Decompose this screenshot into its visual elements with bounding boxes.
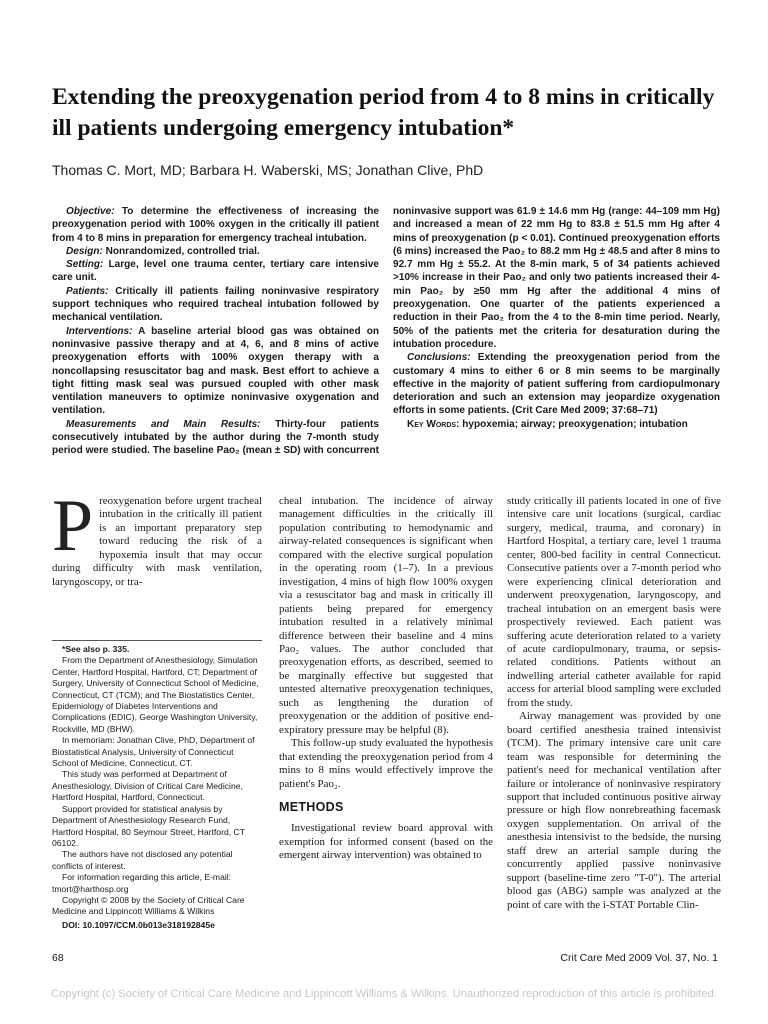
article-title: Extending the preoxygenation period from 4 to 8 mins in critically ill patients undergoing emergency intubation* [52, 84, 715, 141]
body-column-2 [279, 495, 493, 863]
body-paragraph: cheal intubation. The incidence of airway management difficulties in the critically ill population contributing to hemodynamic and airway-related consequences is significant when compared with the elective surgical population in the operating room (1–7). In a previous investigation, 4 mins of high flow 100% oxygen via a resuscitator bag and mask in critically ill patients being prepared for emergency intubation resulted in a relatively minimal difference between their baseline and 4 mins Pao₂ values. The author concluded that preoxygenation efforts, as described, seemed to be marginally effective but suggested that untested alternative preoxygenation techniques, such as lengthening the duration of preoxygenation or the addition of positive end-expiratory pressure may be helpful (8). [279, 495, 493, 736]
keywords-label: Key Words: [407, 418, 460, 430]
footnote-memoriam: In memoriam: Jonathan Clive, PhD, Department of Biostatistical Analysis, University of Connecticut School of Medicine, Connecticut, CT. [52, 735, 255, 769]
body-paragraph: Airway management was provided by one board certified anesthesia trained intensivist (TCM). The primary intensive care unit care team was responsible for determining the patient's need for mechanical ventilation after failure or intolerance of noninvasive respiratory support that included continuous positive airway pressure or high flow nonrebreathing facemask oxygen supplementation. On arrival of the anesthesia intensivist to the bedside, the nursing staff drew an arterial sample during the concurrently applied passive noninvasive support (baseline-time zero "T-0"). The arterial blood gas (ABG) sample was analyzed at the point of care with the i-STAT Portable Clin- [507, 710, 721, 911]
results-text: Thirty-four patients consecutively intubated by the author during the 7-month study period were studied. The baseline Pao₂ (mean ± SD) with concurrent noninvasive support was 61.9 ± 14.6 mm Hg (range: 44–109 mm Hg) and increased a mean of 22 mm Hg to 83.8 ± 51.5 mm Hg after 4 mins of preoxygenation (p < 0.01). Continued preoxygenation efforts (6 mins) increased the Pao₂ to 88.2 mm Hg ± 48.5 and after 8 mins to 92.7 mm Hg ± 55.2. At the 8-min mark, 5 of 34 patients achieved >10% increase in their Pao₂ and only two patients increased their 4-min Pao₂ by ≥50 mm Hg after the additional 4 mins of preoxygenation. One quarter of the patients experienced a reduction in their Pao₂ from the 4 to the 8-min time period. Nearly, 50% of the patients met the criteria for desaturation during the intubation procedure. [52, 206, 720, 457]
abstract-patients [52, 285, 379, 325]
drop-cap: P [52, 485, 94, 567]
body-column-3 [507, 495, 721, 912]
author-list: Thomas C. Mort, MD; Barbara H. Waberski, MS; Jonathan Clive, PhD [52, 162, 484, 178]
objective-label: Objective: [66, 206, 115, 217]
footnote-affiliation: From the Department of Anesthesiology, Simulation Center, Hartford Hospital, Hartford, CT; Department of Surgery, University of Connecticut School of Medicine, Connecticut, CT (TCM); and The Biostatistics Center, Epidemiology of Diabetes Interventions and Complications (EDIC), George Washington University, Rockville, MD (BHW). [52, 655, 259, 734]
copyright-watermark: Copyright (c) Society of Critical Care Medicine and Lippincott Williams & Wilkins. Unauthorized reproduction of this article is prohibited. [51, 988, 717, 1000]
footnote-info: For information regarding this article, E-mail: tmort@harthosp.org [52, 872, 232, 894]
footnote-support: Support provided for statistical analysis by Department of Anesthesiology Research Fund, Hartford Hospital, 80 Seymour Street, Hartford, CT 06102. [52, 803, 245, 848]
abstract-interventions [52, 325, 379, 418]
keywords-text: hypoxemia; airway; preoxygenation; intubation [459, 418, 688, 430]
setting-label: Setting: [66, 259, 104, 271]
abstract-setting [52, 258, 379, 285]
patients-label: Patients: [66, 285, 109, 297]
footnote-see-also: *See also p. 335. [62, 644, 130, 654]
methods-heading: METHODS [279, 799, 344, 814]
page-number: 68 [52, 952, 64, 964]
body-paragraph: study critically ill patients located in one of five intensive care unit locations (surgical, cardiac surgery, medical, trauma, and coronary) in Hartford Hospital, a tertiary care, level 1 trauma center, 800-bed facility in central Connecticut. Consecutive patients over a 7-month period who were experiencing clinical deterioration and underwent preoxygenation, laryngoscopy, and tracheal intubation on an emergent basis were prospectively reviewed. Each patient was suffering acute deterioration related to a variety of acute cardiopulmonary, trauma, or sepsis-related conditions. Patients without an indwelling arterial catheter available for rapid access for arterial blood sampling were excluded from the study. [507, 495, 721, 709]
abstract-design [52, 245, 379, 258]
design-text: Nonrandomized, controlled trial. [102, 245, 260, 257]
footnote-conflicts: The authors have not disclosed any potential conflicts of interest. [52, 849, 233, 871]
footnote-doi: DOI: 10.1097/CCM.0b013e318192845e [62, 919, 215, 930]
footnote-performed: This study was performed at Department of Anesthesiology, Division of Critical Care Medicine, Hartford Hospital, Hartford, Connecticut. [52, 769, 243, 803]
abstract-conclusions [393, 351, 720, 417]
setting-text: Large, level one trauma center, tertiary care intensive care unit. [52, 259, 379, 284]
journal-reference: Crit Care Med 2009 Vol. 37, No. 1 [560, 952, 718, 964]
conclusions-label: Conclusions: [407, 352, 471, 364]
design-label: Design: [66, 245, 103, 257]
footnotes [52, 640, 262, 931]
results-label: Measurements and Main Results: [66, 418, 261, 430]
interventions-text: A baseline arterial blood gas was obtained on noninvasive passive therapy and at 4, 6, and 8 mins of active preoxygenation efforts with 100% oxygen therapy with a noncollapsing resuscitator bag and mask. Best effort to achieve a tight fitting mask seal was pursued coupled with other mask ventilation maneuvers to optimize noninvasive oxygenation and ventilation. [52, 325, 379, 417]
abstract-objective [52, 205, 379, 245]
abstract-keywords [393, 418, 720, 431]
objective-text: To determine the effectiveness of increasing the preoxygenation period with 100% oxygen in the critically ill patient from 4 to 8 mins in preparation for emergency tracheal intubation. [52, 206, 379, 244]
body-paragraph: This follow-up study evaluated the hypothesis that extending the preoxygenation period from 4 mins to 8 mins would effectively improve the patient's Pao₂. [279, 737, 493, 790]
interventions-label: Interventions: [66, 325, 133, 337]
body-column-1 [52, 485, 262, 589]
abstract [52, 205, 720, 467]
intro-paragraph: reoxygenation before urgent tracheal intubation in the critically ill patient is an important preparatory step toward reducing the risk of a hypoxemia insult that may occur during difficulty with mask ventilation, laryngoscopy, or tra- [52, 495, 262, 588]
conclusions-text: Extending the preoxygenation period from the customary 4 mins to either 6 or 8 min seems to be marginally effective in the majority of patient suffering from cardiopulmonary deterioration and such an extension may jeopardize oxygenation efforts in some patients. (Crit Care Med 2009; 37:68–71) [393, 352, 720, 417]
patients-text: Critically ill patients failing noninvasive respiratory support techniques who required tracheal intubation followed by mechanical ventilation. [52, 285, 379, 324]
body-paragraph: Investigational review board approval with exemption for informed consent (based on the emergent airway intervention) was obtained to [279, 822, 493, 862]
footnote-copyright: Copyright © 2008 by the Society of Critical Care Medicine and Lippincott Williams & Wilkins [52, 894, 245, 917]
